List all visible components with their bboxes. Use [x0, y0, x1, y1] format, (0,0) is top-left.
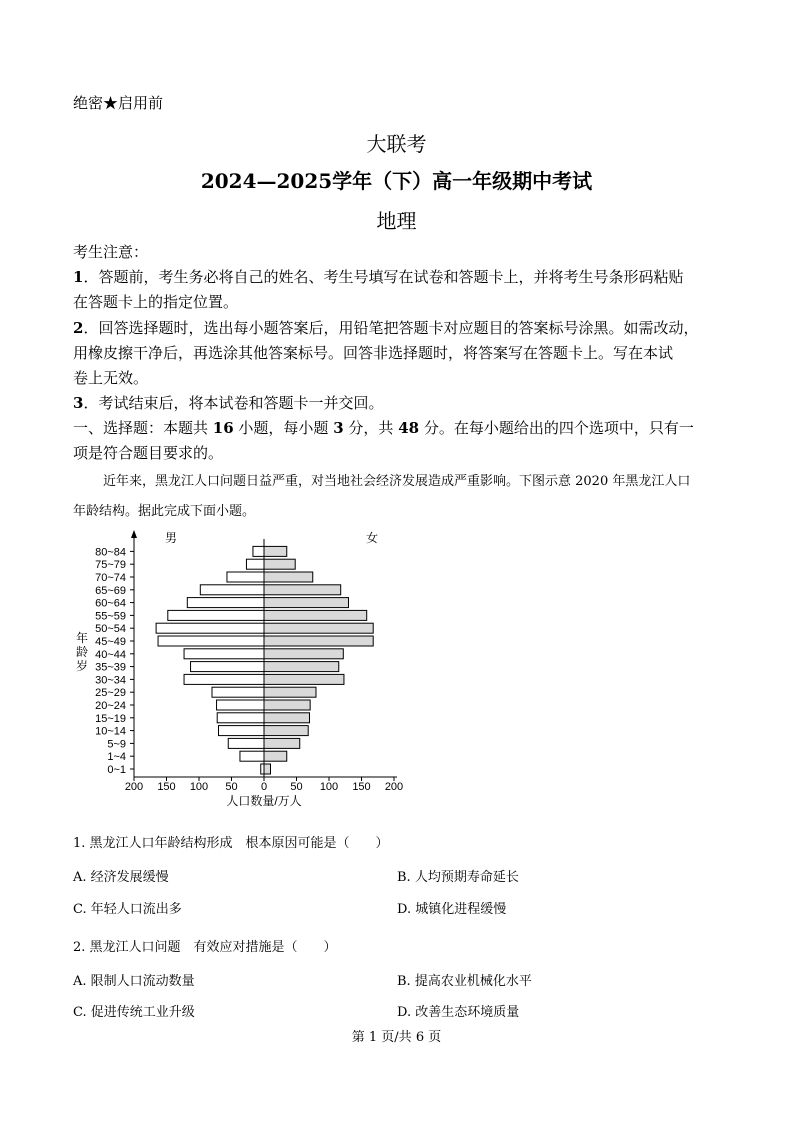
- notice-item-2-cont1: 用橡皮擦干净后，再选涂其他答案标号。回答非选择题时，将答案写在答题卡上。写在本试: [73, 344, 674, 362]
- section-text-4: 分。在每小题给出的四个选项中，只有一: [419, 419, 694, 437]
- male-bar: [227, 572, 264, 582]
- notice-item-2-number: 2: [73, 319, 84, 337]
- x-tick-label: 150: [157, 781, 176, 793]
- section-text-3: 分，共: [343, 419, 399, 437]
- question-2-stem: [73, 936, 337, 955]
- male-bar: [200, 585, 264, 595]
- female-bar: [264, 610, 367, 620]
- age-group-label: 50~54: [95, 623, 126, 636]
- exam-title-rest: 学年（下）高一年级期中考试: [332, 169, 593, 193]
- age-group-label: 35~39: [95, 661, 126, 674]
- y-label-char-2: 龄: [76, 645, 89, 659]
- age-group-label: 45~49: [95, 636, 126, 648]
- notice-item-3: [73, 392, 383, 413]
- exam-title-year: 2024—2025: [200, 169, 333, 193]
- male-bar: [212, 687, 264, 697]
- female-bar: [264, 572, 313, 582]
- section-instructions: [73, 417, 694, 438]
- page-footer: 第 1 页/共 6 页: [351, 1030, 442, 1045]
- subject-title: 地理: [376, 209, 417, 233]
- male-label: 男: [165, 531, 178, 545]
- age-group-label: 75~79: [95, 559, 126, 572]
- notice-title: 考生注意：: [73, 243, 149, 261]
- female-bar: [264, 738, 300, 748]
- male-bar: [228, 738, 264, 748]
- question-2-option-d[interactable]: D. 改善生态环境质量: [397, 1005, 520, 1020]
- female-bar: [264, 636, 373, 646]
- male-bar: [253, 546, 264, 556]
- male-bar: [184, 649, 264, 659]
- notice-item-1-cont: 在答题卡上的指定位置。: [73, 293, 239, 311]
- notice-item-1-number: 1: [73, 268, 84, 286]
- x-tick-label: 100: [319, 781, 339, 793]
- male-bar: [219, 726, 265, 736]
- intro-line-2: 年龄结构。据此完成下面小题。: [73, 504, 256, 519]
- question-2-option-c[interactable]: C. 促进传统工业升级: [73, 1005, 195, 1020]
- male-bar: [187, 598, 264, 608]
- female-bar: [264, 700, 310, 710]
- section-instructions-cont: 项是符合题目要求的。: [73, 444, 224, 462]
- y-axis-arrow: [131, 530, 137, 538]
- notice-item-2-cont2: 卷上无效。: [73, 369, 149, 387]
- question-1-option-a[interactable]: A. 经济发展缓慢: [73, 870, 169, 885]
- female-bar: [264, 546, 287, 556]
- question-1-number: 1.: [73, 836, 86, 851]
- notice-item-2: [73, 317, 698, 338]
- age-group-label: 40~44: [95, 648, 126, 661]
- points-each: 3: [333, 419, 344, 437]
- y-label-char-1: 年: [76, 631, 89, 645]
- total-points: 48: [398, 419, 420, 437]
- question-2-option-a[interactable]: A. 限制人口流动数量: [73, 974, 195, 989]
- male-bar: [184, 674, 264, 684]
- x-tick-label: 50: [225, 781, 238, 793]
- confidential-label: 绝密★启用前: [73, 94, 164, 112]
- age-group-label: 60~64: [95, 597, 126, 610]
- age-group-label: 1~4: [107, 751, 126, 764]
- female-bar: [264, 674, 344, 684]
- question-2-text: 黑龙江人口问题 有效应对措施是（ ）: [89, 940, 337, 955]
- age-group-label: 65~69: [95, 584, 126, 597]
- section-text-2: 小题，每小题: [233, 419, 334, 437]
- female-bar: [264, 598, 349, 608]
- male-bar: [168, 610, 264, 620]
- publisher-title: 大联考: [366, 132, 427, 156]
- exam-title: [0, 165, 793, 194]
- question-1-text: 黑龙江人口年龄结构形成 根本原因可能是（ ）: [89, 836, 389, 851]
- notice-item-3-text: ．考试结束后，将本试卷和答题卡一并交回。: [83, 394, 384, 412]
- female-bar: [264, 751, 287, 761]
- question-2-option-b[interactable]: B. 提高农业机械化水平: [397, 974, 532, 989]
- male-bar: [246, 559, 264, 569]
- y-label-char-3: 岁: [76, 659, 89, 673]
- female-label: 女: [366, 531, 379, 545]
- question-2-number: 2.: [73, 940, 86, 955]
- female-bar: [264, 623, 373, 633]
- age-group-label: 25~29: [95, 687, 126, 700]
- age-group-label: 55~59: [95, 610, 126, 623]
- male-bar: [156, 623, 264, 633]
- x-tick-label: 200: [384, 781, 404, 793]
- female-bar: [264, 713, 310, 723]
- age-group-label: 80~84: [95, 546, 126, 559]
- age-group-label: 0~1: [107, 764, 126, 776]
- age-group-label: 20~24: [95, 700, 126, 712]
- x-tick-label: 150: [352, 781, 371, 793]
- question-1-option-d[interactable]: D. 城镇化进程缓慢: [397, 902, 507, 917]
- question-1-option-c[interactable]: C. 年轻人口流出多: [73, 902, 182, 917]
- x-axis-label: 人口数量/万人: [226, 794, 302, 808]
- male-bar: [158, 636, 264, 646]
- male-bar: [217, 700, 264, 710]
- female-bar: [264, 687, 316, 697]
- age-group-label: 5~9: [107, 738, 126, 751]
- question-1-option-b[interactable]: B. 人均预期寿命延长: [397, 870, 519, 885]
- age-group-label: 30~34: [95, 674, 126, 687]
- x-tick-label: 50: [290, 781, 303, 793]
- notice-item-1-text: ．答题前，考生务必将自己的姓名、考生号填写在试卷和答题卡上，并将考生号条形码粘贴: [83, 268, 684, 286]
- age-group-label: 70~74: [95, 572, 126, 584]
- male-bar: [217, 713, 264, 723]
- notice-item-3-number: 3: [73, 394, 84, 412]
- question-1-stem: [73, 832, 389, 851]
- question-count: 16: [212, 419, 234, 437]
- age-group-label: 10~14: [95, 725, 126, 738]
- x-tick-label: 0: [260, 781, 268, 793]
- notice-item-2-text: ．回答选择题时，选出每小题答案后，用铅笔把答题卡对应题目的答案标号涂黑。如需改动，: [83, 319, 699, 337]
- intro-line-1: 近年来，黑龙江人口问题日益严重，对当地社会经济发展造成严重影响。下图示意 2020 年黑龙江人口: [103, 474, 691, 489]
- male-bar: [191, 662, 264, 672]
- section-text-1: 一、选择题：本题共: [73, 419, 213, 437]
- age-group-label: 15~19: [95, 712, 126, 725]
- x-tick-label: 200: [124, 781, 144, 793]
- population-pyramid-chart: [70, 525, 420, 815]
- female-bar: [264, 726, 308, 736]
- female-bar: [264, 764, 271, 774]
- female-bar: [264, 649, 343, 659]
- notice-item-1: [73, 266, 683, 287]
- male-bar: [240, 751, 264, 761]
- x-tick-label: 100: [189, 781, 209, 793]
- female-bar: [264, 559, 295, 569]
- female-bar: [264, 585, 341, 595]
- female-bar: [264, 662, 339, 672]
